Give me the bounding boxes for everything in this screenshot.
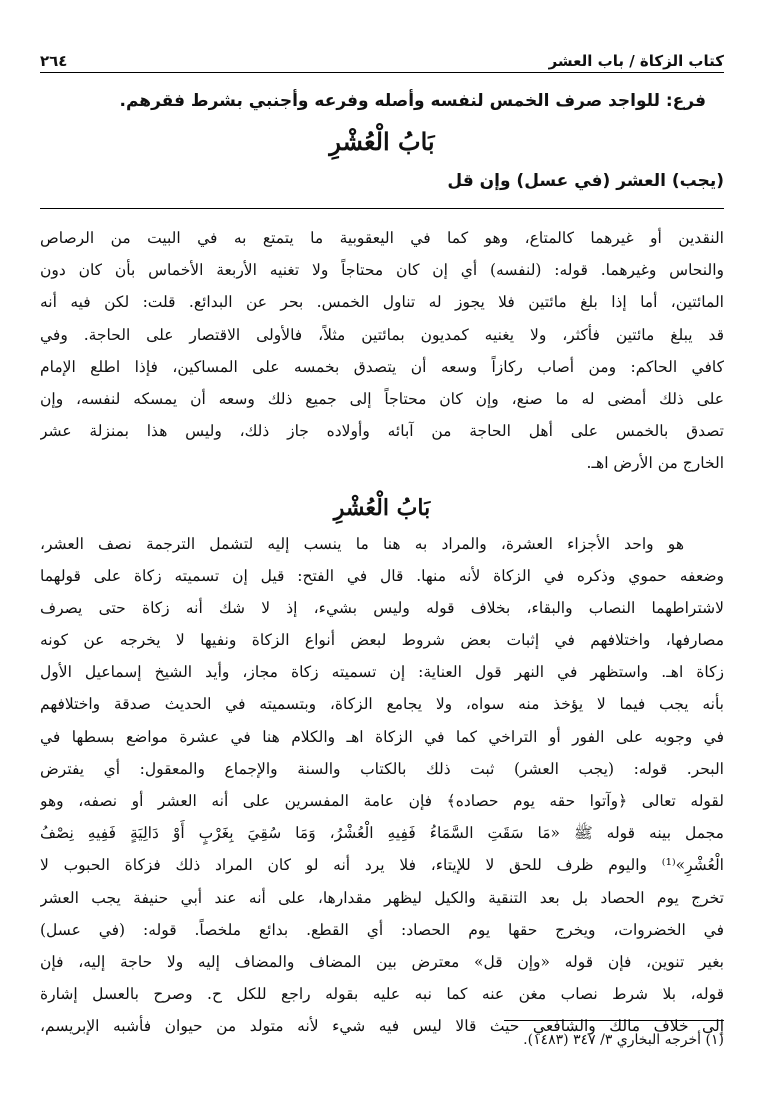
commentary-line: والنحاس وغيرهما. قوله: (لنفسه) أي إن كان محتاجاً ولا تغنيه الأربعة الأخماس بأن كان دون (40, 261, 724, 280)
commentary-line: وضعفه حموي وذكره في الزكاة لأنه منها. قال في الفتح: قيل إن تسميته زكاة على قولهما (40, 566, 724, 585)
matn-section (40, 84, 724, 198)
commentary-line: لقوله تعالى ﴿وآتوا حقه يوم حصاده﴾ فإن عامة المفسرين على أنه العشر أو نصفه، وهو (40, 792, 724, 810)
commentary-line: في وجوبه على الفور أو التراخي كما في الزكاة اهـ والكلام هنا في عشرة مواضع بسطها في (40, 727, 724, 746)
commentary-line: الخارج من الأرض اهـ. (586, 454, 724, 473)
commentary-line: بأنه يجب فيما لا يؤخذ منه سواه، ولا يجامع الزكاة، وبتسميته في الحديث صدقة واختلافهم (40, 695, 724, 714)
commentary-line: النقدين أو غيرهما كالمتاع، وهو كما في اليعقوبية ما يتمتع به في البيت من الرصاص (40, 229, 724, 247)
commentary-line: قوله، بلا شرط نصاب مغن عنه كما نبه عليه بقوله راجع للكل ح. وصرح بالعسل إشارة (40, 985, 724, 1004)
commentary-line: إلى خلاف مالك والشافعي حيث قالا ليس فيه شيء لأنه متولد من حيوان فأشبه الإبريسم، (40, 1017, 724, 1036)
commentary-line: الْعُشْرِ»⁽¹⁾ واليوم ظرف للحق لا للإيتاء، فلا يرد أنه لو كان المراد ذلك فزكاة الحبوب لا (40, 856, 724, 875)
commentary-line: المائتين، أما إذا بلغ مائتين فلا يجوز له تناول الخمس. بحر عن البدائع. قلت: لكن فيه أنه (40, 293, 724, 312)
matn-separator-rule (40, 208, 724, 209)
commentary-line: البحر. قوله: (يجب العشر) ثبت ذلك بالكتاب والسنة والإجماع والمعقول: أي يفترض (40, 759, 724, 778)
running-head-title: كتاب الزكاة / باب العشر (548, 52, 724, 70)
commentary-line: تصدق بالخمس على أهل الحاجة من آبائه وأولاده جاز ذلك، وليس هذا بمنزلة عشر (40, 422, 724, 441)
book-page (40, 0, 724, 1095)
page-number: ٢٦٤ (40, 52, 68, 70)
commentary-line: مجمل بينه قوله ﷺ «مَا سَقَتِ السَّمَاءُ فَفِيهِ الْعُشْرُ، وَمَا سُقِيَ بِغَرْبٍ أَوْ دَالِيَةٍ فَفِيهِ نِصْفُ (40, 824, 724, 843)
section-title: بَابُ الْعُشْرِ (333, 494, 431, 521)
commentary-line: هو واحد الأجزاء العشرة، والمراد به هنا ما ينسب إليه لتشمل الترجمة نصف العشر، (40, 534, 684, 553)
chapter-title: بَابُ الْعُشْرِ (329, 127, 435, 156)
commentary-line: كافي الحاكم: ومن أصاب ركازاً وسعه أن يتصدق بخمسه على المساكين، فإذا اطلع الإمام (40, 357, 724, 376)
commentary-line: بغير تنوين، فإن قوله «وإن قل» معترض بين المضاف والمضاف إليه ولا حاجة إليه، فإن (40, 952, 724, 971)
commentary-line: مصارفها، واختلافهم في إثبات بعض شروط لبعض أنواع الزكاة ونفيها لا يخرجه عن كونه (40, 631, 724, 650)
commentary-line: لاشتراطهما النصاب والبقاء، بخلاف قوله وليس بشيء، إذ لا شك أنه زكاة حتى يصرف (40, 598, 724, 617)
footnote: (١) أخرجه البخاري ٣/ ٣٤٧ (١٤٨٣). (523, 1032, 724, 1048)
commentary-line: في الخضروات، ويخرج حقها يوم الحصاد: أي القطع. بدائع ملخصاً. قوله: (في عسل) (40, 920, 724, 939)
commentary-line: زكاة اهـ. واستظهر في النهر قول العناية: إن تسميته زكاة مجاز، وأيد الشيخ إسماعيل الأول (40, 663, 724, 682)
commentary-line: على ذلك أمضى له ما صنع، وإن كان محتاجاً إلى جميع ذلك وسعه أن يمسكه لنفسه، وإن (40, 389, 724, 408)
matn-line: (يجب) العشر (في عسل) وإن قل (447, 171, 724, 191)
header-rule (40, 72, 724, 73)
footnote-rule (504, 1020, 724, 1021)
commentary-line: قد يبلغ مائتين فأكثر، ولا يغنيه كمديون بمائتين مثلاً، فالأولى الاقتصار على الحاجة. وفي (40, 325, 724, 344)
commentary-section (40, 222, 724, 1043)
commentary-line: تخرج يوم الحصاد بل بعد التنقية والكيل ليظهر مقدارها، على أنه عند أبي حنيفة يجب العشر (40, 888, 724, 907)
matn-line: فرع: للواجد صرف الخمس لنفسه وأصله وفرعه وأجنبي بشرط فقرهم. (119, 91, 706, 111)
running-head (40, 40, 724, 70)
